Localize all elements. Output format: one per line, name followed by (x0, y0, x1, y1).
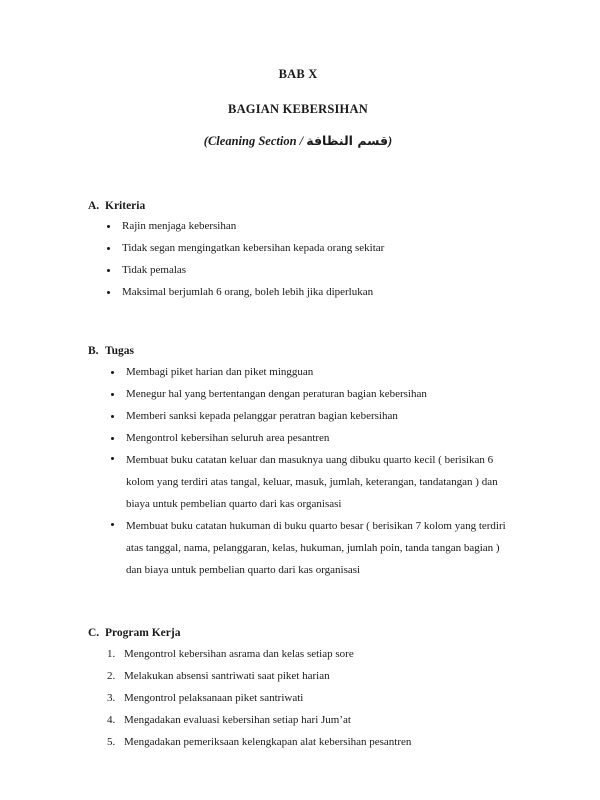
section-letter-b: B. (88, 345, 99, 358)
title-section: BAGIAN KEBERSIHAN (228, 101, 368, 116)
list-item (88, 383, 508, 405)
list-item (88, 449, 508, 515)
list-number: 2. (107, 669, 116, 682)
bullet-icon (107, 261, 122, 279)
document-title-block (88, 68, 508, 148)
tugas-list (88, 361, 508, 581)
list-item-text: Mengadakan pemeriksaan kelengkapan alat kebersihan pesantren (124, 735, 412, 748)
list-item (88, 709, 508, 731)
list-item (88, 687, 508, 709)
bullet-icon (111, 407, 126, 425)
title-translation-latin: (Cleaning Section / (203, 134, 307, 148)
list-item (88, 427, 508, 449)
bullet-icon (111, 385, 126, 403)
section-program-kerja (88, 627, 508, 753)
list-number: 4. (107, 713, 116, 726)
bullet-icon (107, 283, 122, 301)
section-heading-c (88, 627, 508, 641)
section-title-c: Program Kerja (105, 627, 181, 640)
program-kerja-list (88, 643, 508, 753)
list-item-text: Melakukan absensi santriwati saat piket harian (124, 669, 330, 682)
list-item (88, 643, 508, 665)
bullet-icon (107, 239, 122, 257)
list-item-text: Tidak segan mengingatkan kebersihan kepada orang sekitar (122, 242, 385, 255)
section-letter-a: A. (88, 199, 100, 212)
list-item-text: Memberi sanksi kepada pelanggar peratran bagian kebersihan (126, 410, 398, 423)
section-kriteria (88, 200, 508, 304)
title-translation-close: ) (388, 134, 393, 148)
list-item-text: Maksimal berjumlah 6 orang, boleh lebih jika diperlukan (122, 286, 374, 299)
bullet-icon (111, 363, 126, 381)
list-item-text: Mengontrol kebersihan seluruh area pesantren (126, 432, 330, 445)
list-item (88, 361, 508, 383)
list-item (88, 405, 508, 427)
bullet-icon (111, 429, 126, 447)
section-title-a: Kriteria (105, 199, 146, 212)
list-item-text: Mengadakan evaluasi kebersihan setiap hari Jum’at (124, 713, 351, 726)
list-item-text: Rajin menjaga kebersihan (122, 220, 237, 233)
section-title-b: Tugas (105, 345, 134, 358)
bullet-icon (111, 515, 126, 533)
list-item (88, 731, 508, 753)
list-item (88, 237, 508, 259)
list-number: 1. (107, 647, 116, 660)
list-item-text: Mengontrol kebersihan asrama dan kelas setiap sore (124, 647, 354, 660)
list-item-text: Membuat buku catatan keluar dan masuknya uang dibuku quarto kecil ( berisikan 6 kolom yang terdiri atas tangal, keluar, masuk, jumlah, keterangan, tandatangan ) dan biaya untuk pembelian quarto dari kas organisasi (126, 454, 498, 511)
list-item-text: Membuat buku catatan hukuman di buku quarto besar ( berisikan 7 kolom yang terdiri atas tanggal, nama, pelanggaran, kelas, hukuman, jumlah poin, tanda tangan bagian ) dan biaya untuk pembelian quarto dari kas organisasi (126, 520, 506, 577)
title-translation-arabic: قسم النظافة (306, 133, 389, 148)
section-letter-c: C. (88, 627, 100, 640)
list-item (88, 259, 508, 281)
list-number: 5. (107, 735, 116, 748)
section-heading-a (88, 200, 508, 214)
list-item-text: Menegur hal yang bertentangan dengan peraturan bagian kebersihan (126, 388, 427, 401)
title-translation (88, 135, 508, 148)
section-heading-b (88, 345, 508, 359)
kriteria-list (88, 215, 508, 303)
list-item-text: Mengontrol pelaksanaan piket santriwati (124, 691, 304, 704)
list-item-text: Membagi piket harian dan piket mingguan (126, 366, 314, 379)
bullet-icon (107, 217, 122, 235)
list-item (88, 281, 508, 303)
title-chapter: BAB X (278, 67, 318, 81)
list-item (88, 665, 508, 687)
bullet-icon (111, 449, 126, 467)
section-tugas (88, 345, 508, 581)
list-number: 3. (107, 691, 116, 704)
list-item (88, 215, 508, 237)
list-item (88, 515, 508, 581)
list-item-text: Tidak pemalas (122, 264, 187, 277)
